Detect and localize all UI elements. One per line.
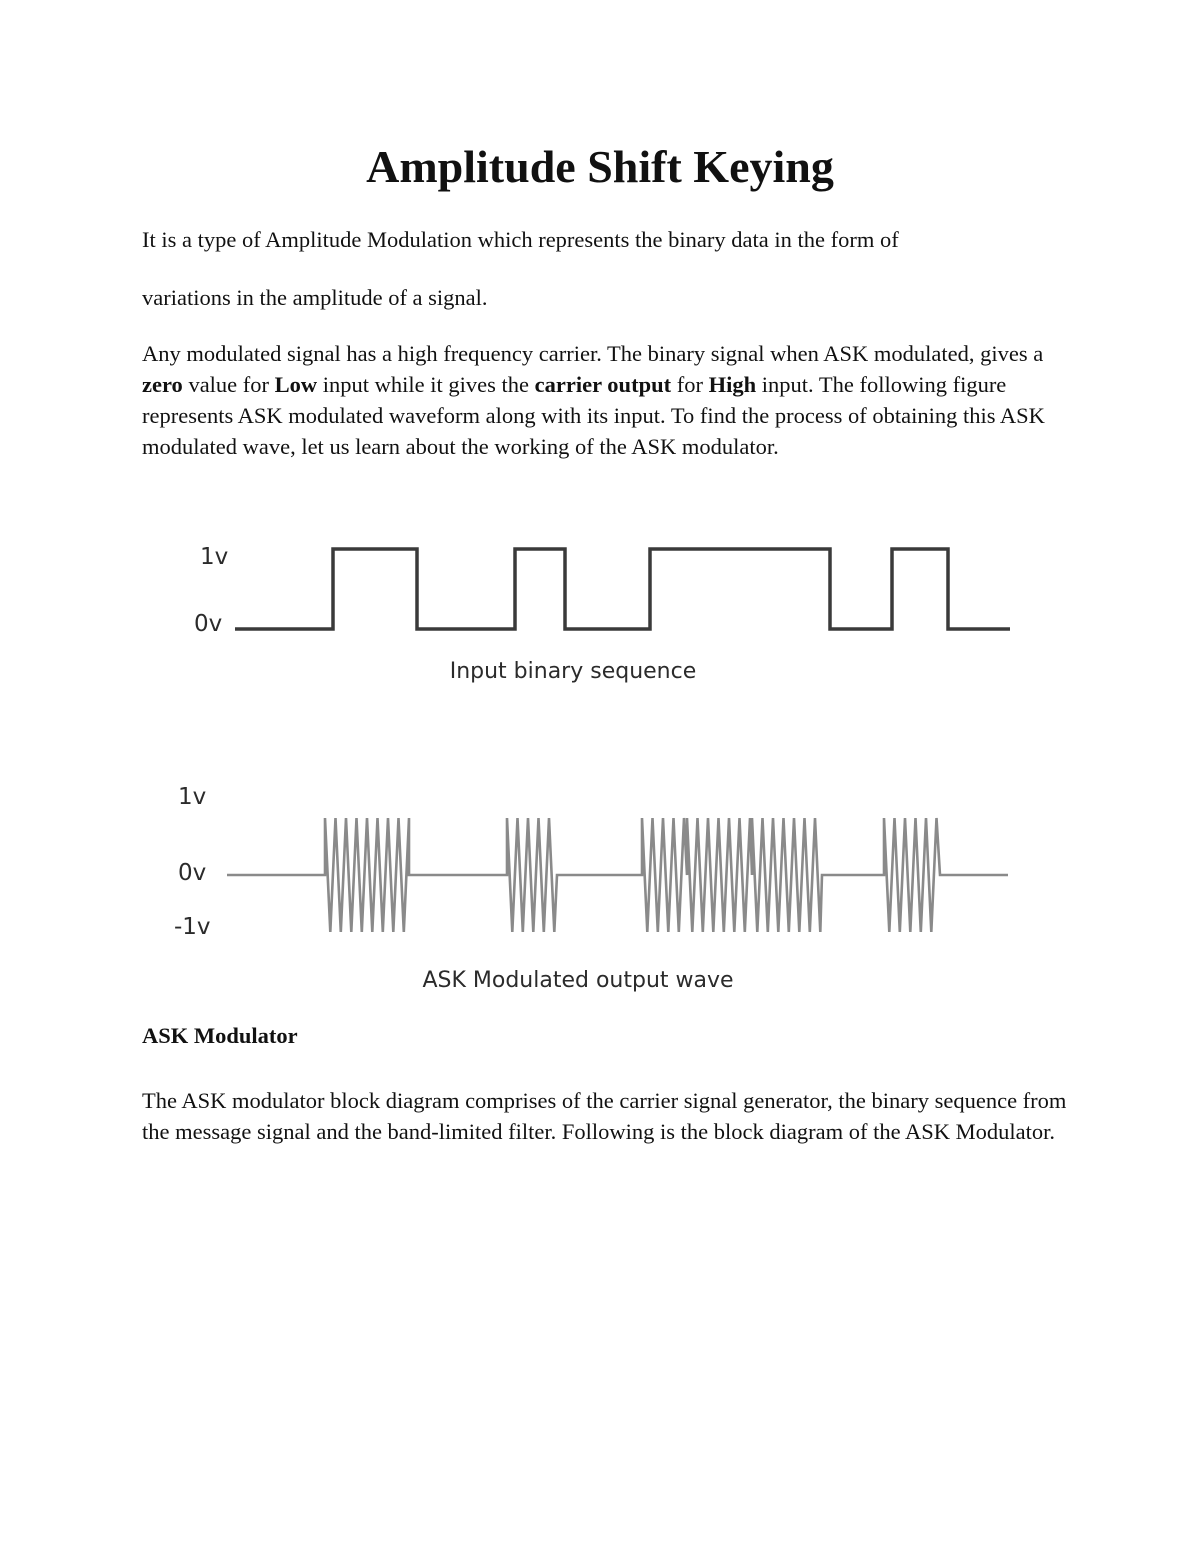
- paragraph-text: value for: [182, 372, 275, 397]
- input-label-0v: 0v: [194, 611, 223, 637]
- input-label-1v: 1v: [200, 544, 229, 570]
- paragraph-text: input while it gives the: [317, 372, 535, 397]
- page-title: Amplitude Shift Keying: [366, 141, 834, 192]
- ask-modulated-wave: [227, 818, 1008, 932]
- intro-line-1: It is a type of Amplitude Modulation which represents the binary data in the form of: [142, 227, 899, 252]
- bold-low: Low: [274, 372, 318, 397]
- section-paragraph: The ASK modulator block diagram comprises of the carrier signal generator, the binary sequence from the message signal and the band-limited filter. Following is the block diagram of the ASK Modulator.: [142, 1088, 1067, 1144]
- input-caption: Input binary sequence: [449, 659, 697, 684]
- paragraph-text: for: [671, 372, 709, 397]
- bold-carrier-output: carrier output: [534, 372, 672, 397]
- paragraph-text: input. The following figure represents ASK modulated waveform along with its input. To find the process of obtaining this ASK modulated wave, let us learn about the working of the ASK modulator.: [142, 372, 1045, 459]
- output-label-0v: 0v: [178, 860, 207, 886]
- bold-high: High: [708, 372, 757, 397]
- output-caption: ASK Modulated output wave: [422, 968, 734, 993]
- output-label-1v: 1v: [178, 784, 207, 810]
- output-label-minus-1v: -1v: [174, 914, 211, 940]
- bold-zero: zero: [142, 372, 183, 397]
- section-heading: ASK Modulator: [142, 1023, 298, 1048]
- paragraph-text: Any modulated signal has a high frequency carrier. The binary signal when ASK modulated, gives a: [142, 341, 1044, 366]
- intro-line-2: variations in the amplitude of a signal.: [142, 285, 488, 310]
- input-binary-wave: [235, 549, 1010, 629]
